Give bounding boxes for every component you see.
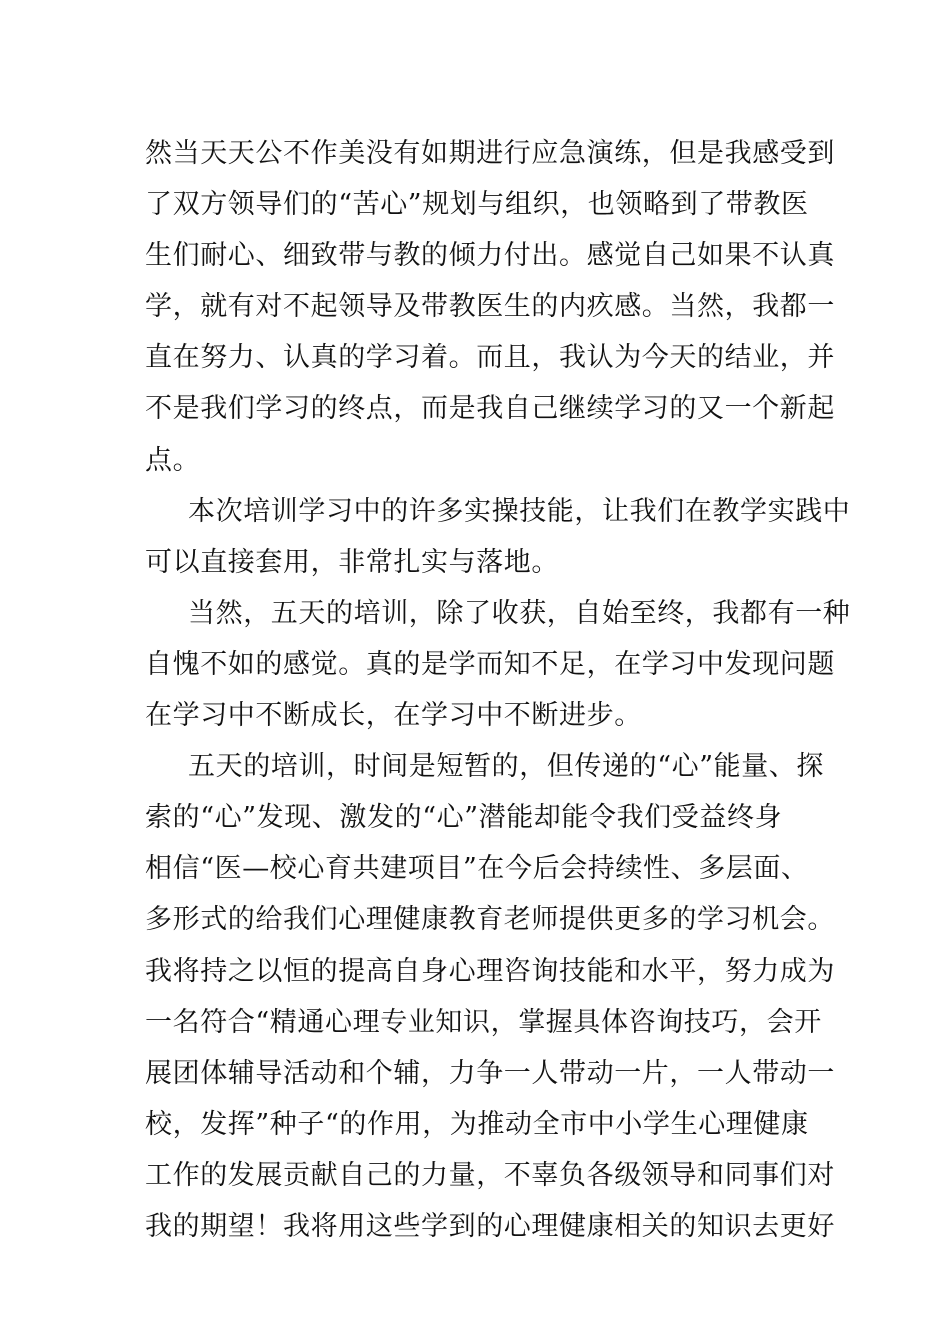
- text-line: 展团体辅导活动和个辅，力争一人带动一片，一人带动一: [145, 1057, 835, 1089]
- text-line: 多形式的给我们心理健康教育老师提供更多的学习机会。: [145, 904, 835, 936]
- text-line: 校，发挥”种子“的作用，为推动全市中小学生心理健康: [145, 1108, 809, 1140]
- text-line: 工作的发展贡献自己的力量，不辜负各级领导和同事们对: [145, 1159, 835, 1191]
- text-line: 然当天天公不作美没有如期进行应急演练，但是我感受到: [145, 138, 835, 169]
- text-line: 一名符合“精通心理专业知识，掌握具体咨询技巧，会开: [145, 1006, 822, 1038]
- text-line: 生们耐心、细致带与教的倾力付出。感觉自己如果不认真: [145, 240, 835, 272]
- text-line: 在学习中不断成长，在学习中不断进步。: [145, 700, 642, 732]
- body-text: [145, 128, 851, 1252]
- text-line: 直在努力、认真的学习着。而且，我认为今天的结业，并: [145, 342, 835, 374]
- text-line: 我将持之以恒的提高自身心理咨询技能和水平，努力成为: [145, 955, 835, 987]
- text-line: 自愧不如的感觉。真的是学而知不足，在学习中发现问题: [145, 648, 835, 680]
- paragraph-first-line: 当然，五天的培训，除了收获，自始至终，我都有一种: [188, 597, 851, 629]
- text-line: 学，就有对不起领导及带教医生的内疚感。当然，我都一: [145, 291, 835, 323]
- paragraph-first-line: 本次培训学习中的许多实操技能，让我们在教学实践中: [188, 495, 851, 527]
- text-line: 索的“心”发现、激发的“心”潜能却能令我们受益终身: [145, 802, 783, 834]
- text-line: 不是我们学习的终点，而是我自己继续学习的又一个新起: [145, 393, 835, 425]
- text-line: 可以直接套用，非常扎实与落地。: [145, 546, 559, 578]
- text-line: 了双方领导们的“苦心”规划与组织，也领略到了带教医: [145, 189, 809, 221]
- text-line: 相信“医—校心育共建项目”在今后会持续性、多层面、: [145, 853, 809, 885]
- text-line: 我的期望！我将用这些学到的心理健康相关的知识去更好: [145, 1210, 835, 1242]
- paragraph-first-line: 五天的培训，时间是短暂的，但传递的“心”能量、探: [188, 751, 825, 783]
- text-line: 点。: [145, 444, 201, 476]
